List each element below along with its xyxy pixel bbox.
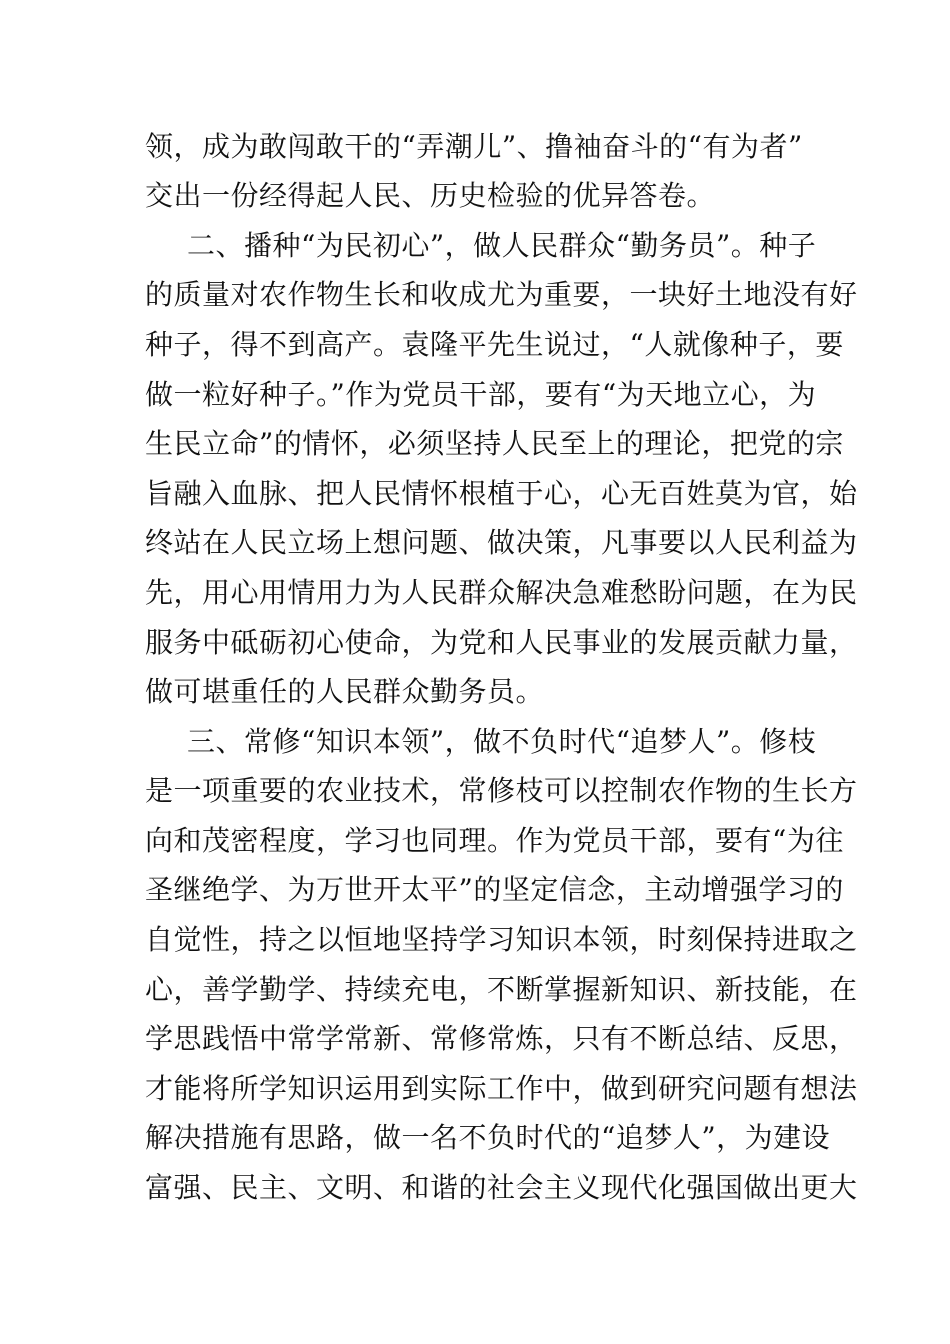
text-line: 先，用心用情用力为人民群众解决急难愁盼问题，在为民: [145, 576, 858, 609]
text-line: 旨融入血脉、把人民情怀根植于心，心无百姓莫为官，始: [145, 477, 858, 510]
text-line: 富强、民主、文明、和谐的社会主义现代化强国做出更大: [145, 1171, 858, 1204]
text-line: 的质量对农作物生长和收成尤为重要，一块好土地没有好: [145, 278, 858, 311]
text-line: 种子，得不到高产。袁隆平先生说过，“人就像种子，要: [145, 328, 844, 361]
text-line: 圣继绝学、为万世开太平”的坚定信念，主动增强学习的: [145, 873, 844, 906]
text-line: 领，成为敢闯敢干的“弄潮儿”、撸袖奋斗的“有为者”: [145, 130, 803, 163]
text-line: 交出一份经得起人民、历史检验的优异答卷。: [145, 179, 716, 212]
text-line: 做可堪重任的人民群众勤务员。: [145, 675, 545, 708]
text-line: 做一粒好种子。”作为党员干部，要有“为天地立心，为: [145, 378, 817, 411]
text-line: 解决措施有思路，做一名不负时代的“追梦人”，为建设: [145, 1121, 831, 1154]
text-line: 终站在人民立场上想问题、做决策，凡事要以人民利益为: [145, 526, 858, 559]
text-line: 自觉性，持之以恒地坚持学习知识本领，时刻保持进取之: [145, 923, 858, 956]
text-line: 向和茂密程度，学习也同理。作为党员干部，要有“为往: [145, 824, 844, 857]
text-line: 学思践悟中常学常新、常修常炼，只有不断总结、反思，: [145, 1022, 858, 1055]
text-line: 是一项重要的农业技术，常修枝可以控制农作物的生长方: [145, 774, 858, 807]
text-line: 服务中砥砺初心使命，为党和人民事业的发展贡献力量，: [145, 626, 858, 659]
text-line: 心，善学勤学、持续充电，不断掌握新知识、新技能，在: [145, 973, 858, 1006]
section-heading-line: 二、播种“为民初心”，做人民群众“勤务员”。种子: [187, 229, 817, 262]
text-line: 生民立命”的情怀，必须坚持人民至上的理论，把党的宗: [145, 427, 844, 460]
section-heading-line: 三、常修“知识本领”，做不负时代“追梦人”。修枝: [187, 725, 817, 758]
text-line: 才能将所学知识运用到实际工作中，做到研究问题有想法: [145, 1072, 858, 1105]
